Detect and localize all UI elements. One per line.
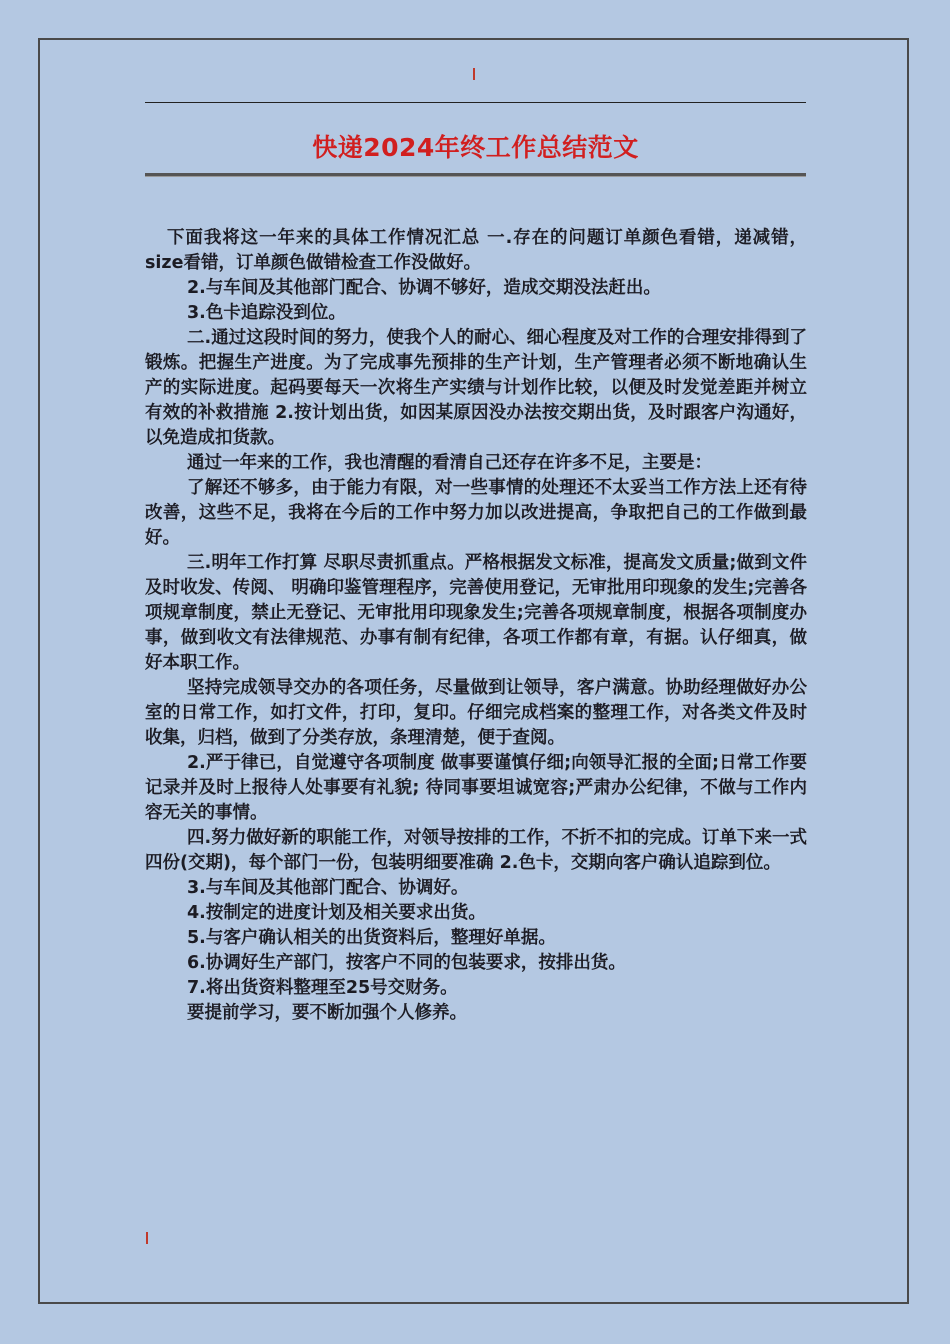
paragraph: 要提前学习，要不断加强个人修养。	[187, 1003, 467, 1023]
header-rule	[145, 102, 806, 103]
paragraph: 4.按制定的进度计划及相关要求出货。	[187, 903, 486, 923]
document-body	[145, 226, 807, 1026]
paragraph: 三.明年工作打算 尽职尽责抓重点。严格根据发文标准，提高发文质量;做到文件及时收发、传阅、 明确印鉴管理程序，完善使用登记，无审批用印现象的发生;完善各项规章制度，禁止无登记、无审批用印现象发生;完善各项规章制度，根据各项制度办事，做到收文有法律规范、办事有制有纪律，各项工作都有章，有据。认仔细真，做好本职工作。	[145, 553, 807, 673]
paragraph: 2.严于律已，自觉遵守各项制度 做事要谨慎仔细;向领导汇报的全面;日常工作要记录并及时上报待人处事要有礼貌; 待同事要坦诚宽容;严肃办公纪律，不做与工作内容无关的事情。	[145, 753, 807, 823]
footer-mark	[146, 1232, 148, 1244]
document-title: 快递2024年终工作总结范文	[312, 133, 639, 162]
header-mark	[473, 68, 475, 80]
paragraph: 四.努力做好新的职能工作，对领导按排的工作，不折不扣的完成。订单下来一式四份(交期)，每个部门一份，包装明细要准确 2.色卡，交期向客户确认追踪到位。	[145, 828, 807, 873]
paragraph: 下面我将这一年来的具体工作情况汇总 一.存在的问题订单颜色看错，递减错，size看错，订单颜色做错检查工作没做好。	[145, 228, 807, 273]
paragraph: 坚持完成领导交办的各项任务，尽量做到让领导，客户满意。协助经理做好办公室的日常工作，如打文件，打印，复印。仔细完成档案的整理工作，对各类文件及时收集，归档，做到了分类存放，条理清楚，便于查阅。	[145, 678, 807, 748]
paragraph: 了解还不够多，由于能力有限，对一些事情的处理还不太妥当工作方法上还有待改善，这些不足，我将在今后的工作中努力加以改进提高，争取把自己的工作做到最好。	[145, 478, 807, 548]
paragraph: 7.将出货资料整理至25号交财务。	[187, 978, 458, 998]
paragraph: 二.通过这段时间的努力，使我个人的耐心、细心程度及对工作的合理安排得到了锻炼。把握生产进度。为了完成事先预排的生产计划，生产管理者必须不断地确认生产的实际进度。起码要每天一次将生产实绩与计划作比较，以便及时发觉差距并树立有效的补救措施 2.按计划出货，如因某原因没办法按交期出货，及时跟客户沟通好，以免造成扣货款。	[145, 328, 807, 448]
paragraph: 2.与车间及其他部门配合、协调不够好，造成交期没法赶出。	[187, 278, 661, 298]
title-rule	[145, 173, 806, 177]
paragraph: 5.与客户确认相关的出货资料后，整理好单据。	[187, 928, 556, 948]
paragraph: 6.协调好生产部门，按客户不同的包装要求，按排出货。	[187, 953, 626, 973]
paragraph: 通过一年来的工作，我也清醒的看清自己还存在许多不足，主要是：	[187, 453, 712, 473]
paragraph: 3.与车间及其他部门配合、协调好。	[187, 878, 469, 898]
paragraph: 3.色卡追踪没到位。	[187, 303, 346, 323]
